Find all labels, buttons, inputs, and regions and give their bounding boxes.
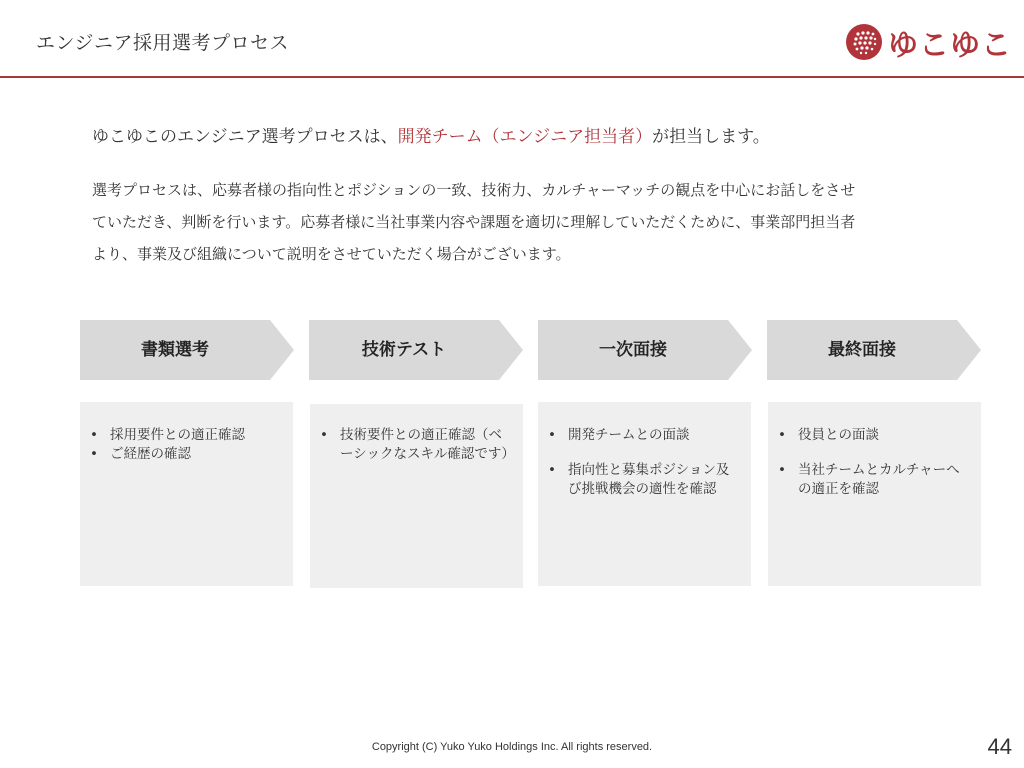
step-label: 一次面接 — [599, 340, 667, 360]
step-card-3 — [538, 402, 751, 586]
page-number: 44 — [987, 734, 1012, 759]
lead-suffix: が担当します。 — [652, 127, 770, 147]
logo-wordmark: ゆこゆこ — [888, 28, 1012, 63]
paragraph-line: ていただき、判断を行います。応募者様に当社事業内容や課題を適切に理解していただくために、事業部門担当者 — [92, 213, 856, 231]
card-bullet: • 役員との面談 — [768, 426, 981, 445]
step-label: 書類選考 — [141, 340, 209, 360]
company-logo — [846, 20, 1012, 64]
card-bullet: • 技術要件との適正確認（ベーシックなスキル確認です） — [310, 426, 523, 464]
intro-paragraph — [92, 174, 972, 270]
card-bullet: • 指向性と募集ポジション及び挑戦機会の適性を確認 — [538, 461, 751, 499]
step-label: 最終面接 — [828, 340, 896, 360]
card-bullet: • 採用要件との適正確認 — [80, 426, 293, 445]
step-card-1 — [80, 402, 293, 586]
card-bullet: • ご経歴の確認 — [80, 445, 293, 464]
paragraph-line: 選考プロセスは、応募者様の指向性とポジションの一致、技術力、カルチャーマッチの観点を中心にお話しをさせ — [92, 181, 856, 199]
card-bullet: • 開発チームとの面談 — [538, 426, 751, 445]
header-divider — [0, 76, 1024, 78]
logo-dot-icon — [846, 24, 882, 60]
step-card-2 — [310, 404, 523, 588]
lead-accent: 開発チーム（エンジニア担当者） — [397, 127, 653, 147]
step-card-4 — [768, 402, 981, 586]
step-label: 技術テスト — [361, 340, 447, 360]
lead-sentence — [92, 122, 770, 147]
card-bullet: • 当社チームとカルチャーへの適正を確認 — [768, 461, 981, 499]
copyright-notice: Copyright (C) Yuko Yuko Holdings Inc. All rights reserved. — [371, 741, 653, 753]
lead-prefix: ゆこゆこのエンジニア選考プロセスは、 — [92, 127, 398, 147]
page-title: エンジニア採用選考プロセス — [36, 32, 290, 54]
paragraph-line: より、事業及び組織について説明をさせていただく場合がございます。 — [92, 245, 571, 263]
